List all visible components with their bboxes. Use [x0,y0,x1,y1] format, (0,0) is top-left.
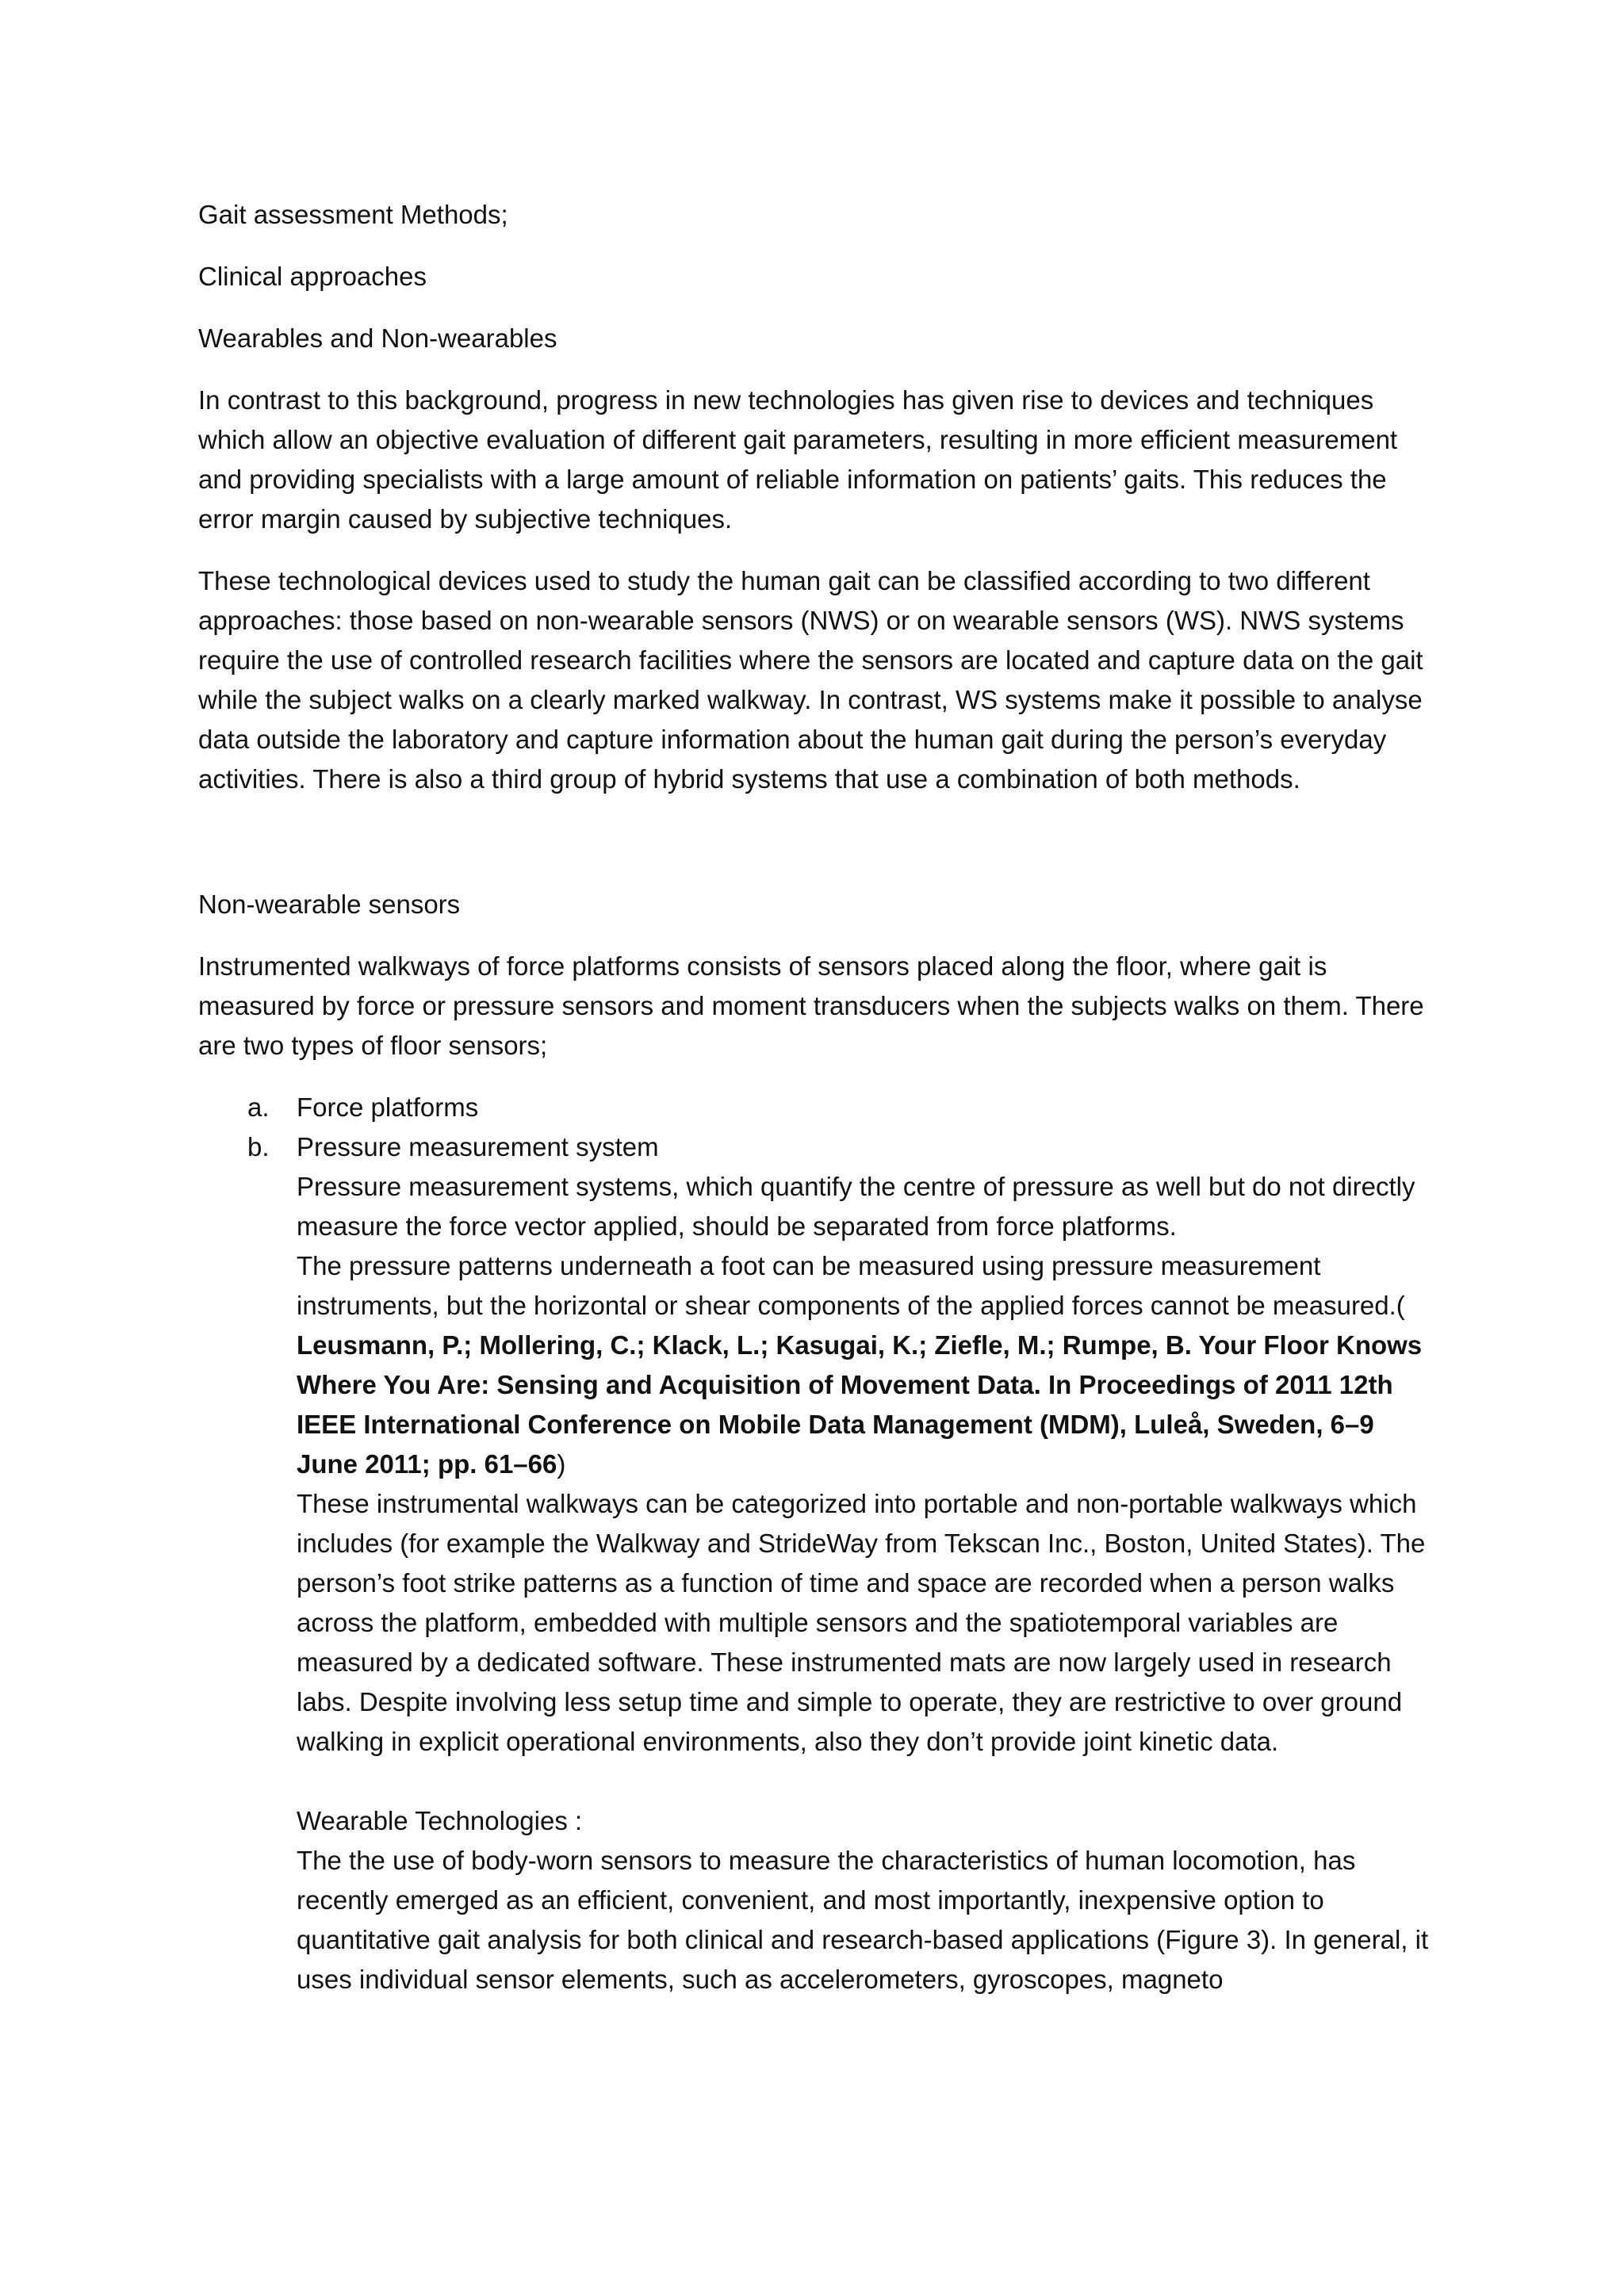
document-page [198,195,1435,1999]
list-item [198,1088,1435,1127]
pressure-text-2 [297,1246,1435,1484]
section-heading-clinical: Clinical approaches [198,262,427,291]
section-heading-wearables: Wearables and Non-wearables [198,323,557,353]
wearable-heading: Wearable Technologies : [297,1806,583,1835]
list-item-label: Pressure measurement system [297,1132,659,1161]
paragraph-walkways: Instrumented walkways of force platforms consists of sensors placed along the floor, where gait is measured by force or pressure sensors and moment transducers when the subjects walks on them. There are two types of floor sensors; [198,951,1424,1060]
document-title: Gait assessment Methods; [198,200,508,229]
paragraph-classification: These technological devices used to study the human gait can be classified according to two different approaches: those based on non-wearable sensors (NWS) or on wearable sensors (WS). NWS systems require the use of controlled research facilities where the sensors are located and capture data on the gait while the subject walks on a clearly marked walkway. In contrast, WS systems make it possible to analyse data outside the laboratory and capture information about the human gait during the person’s everyday activities. There is also a third group of hybrid systems that use a combination of both methods. [198,566,1423,794]
list-marker: b. [247,1132,270,1161]
pressure-text-1: Pressure measurement systems, which quantify the centre of pressure as well but do not directly measure the force vector applied, should be separated from force platforms. [297,1172,1415,1241]
blank-space [198,821,1435,885]
floor-sensor-list [198,1088,1435,1167]
wearable-text: The the use of body-worn sensors to measure the characteristics of human locomotion, has recently emerged as an efficient, convenient, and most importantly, inexpensive option to quantitative gait analysis for both clinical and research-based applications (Figure 3). In general, it uses individual sensor elements, such as accelerometers, gyroscopes, magneto [297,1846,1429,1994]
pressure-text-2-before: The pressure patterns underneath a foot can be measured using pressure measurement instruments, but the horizontal or shear components of the applied forces cannot be measured.( [297,1251,1405,1320]
paragraph-intro: In contrast to this background, progress in new technologies has given rise to devices and techniques which allow an objective evaluation of different gait parameters, resulting in more efficient measurement and providing specialists with a large amount of reliable information on patients’ gaits. This reduces the error margin caused by subjective techniques. [198,385,1398,534]
blank-space [297,1762,1435,1801]
section-heading-nws: Non-wearable sensors [198,890,461,919]
list-item-label: Force platforms [297,1093,479,1122]
list-item [198,1127,1435,1167]
pressure-citation: Leusmann, P.; Mollering, C.; Klack, L.; Kasugai, K.; Ziefle, M.; Rumpe, B. Your Floor Knows Where You Are: Sensing and Acquisition of Movement Data. In Proceedings of 2011 12th IEEE International Conference on Mobile Data Management (MDM), Luleå, Sweden, 6–9 June 2011; pp. 61–66 [297,1330,1423,1479]
pressure-system-description [198,1167,1435,1999]
list-marker: a. [247,1093,270,1122]
pressure-text-2-after: ) [557,1449,566,1479]
pressure-text-3: These instrumental walkways can be categorized into portable and non-portable walkways which includes (for example the Walkway and StrideWay from Tekscan Inc., Boston, United States). The person’s foot strike patterns as a function of time and space are recorded when a person walks across the platform, embedded with multiple sensors and the spatiotemporal variables are measured by a dedicated software. These instrumented mats are now largely used in research labs. Despite involving less setup time and simple to operate, they are restrictive to over ground walking in explicit operational environments, also they don’t provide joint kinetic data. [297,1489,1426,1756]
